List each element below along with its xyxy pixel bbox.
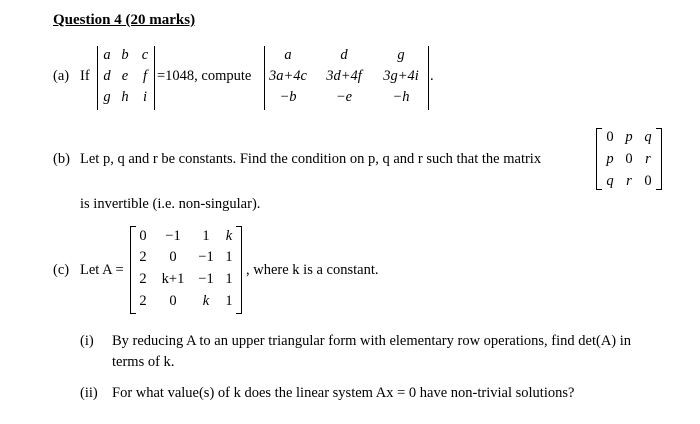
matrix-b-cell: p xyxy=(625,129,633,145)
question-title: Question 4 (20 marks) xyxy=(53,12,196,28)
det1-cell: g xyxy=(103,89,111,105)
matrix-b-cell: r xyxy=(626,173,632,189)
matrix-b-cell: 0 xyxy=(625,151,633,167)
matrix-a-cell: −1 xyxy=(198,249,214,265)
part-a-equals-text: =1048, compute xyxy=(157,68,252,84)
part-a-if: If xyxy=(80,68,90,84)
part-c-label: (c) xyxy=(53,262,70,278)
matrix-b-cell: q xyxy=(644,129,652,145)
det2-cell: d xyxy=(340,47,348,63)
det1-cell: i xyxy=(142,89,148,105)
matrix-a-cell: 2 xyxy=(139,271,147,287)
det2-cell: −b xyxy=(279,89,297,105)
det1-cell: e xyxy=(121,68,129,84)
matrix-a-cell: 1 xyxy=(202,228,210,244)
det1-left-bar xyxy=(97,46,98,110)
matrix-a-cell: k xyxy=(225,228,233,244)
matrix-a-cell: k xyxy=(202,293,210,309)
matrix-b-cell: 0 xyxy=(606,129,614,145)
det2-cell: 3g+4i xyxy=(383,68,419,84)
matrix-a-cell: 0 xyxy=(139,228,147,244)
matrix-a-cell: 1 xyxy=(225,271,233,287)
part-c-ii-label: (ii) xyxy=(80,385,98,401)
matrix-b-cell: p xyxy=(606,151,614,167)
det1-cell: c xyxy=(141,47,149,63)
part-c-i-label: (i) xyxy=(80,333,94,349)
matrix-a-cell: 2 xyxy=(139,293,147,309)
matrix-b-cell: 0 xyxy=(644,173,652,189)
det2-right-bar xyxy=(428,46,429,110)
det1-right-bar xyxy=(154,46,155,110)
det1-cell: d xyxy=(103,68,111,84)
matrix-a-cell: 2 xyxy=(139,249,147,265)
matrix-a-cell: 1 xyxy=(225,293,233,309)
part-b-text-line2: is invertible (i.e. non-singular). xyxy=(80,196,261,212)
part-c-after-text: , where k is a constant. xyxy=(246,262,379,278)
part-c-i-line2: terms of k. xyxy=(112,354,175,370)
part-b-label: (b) xyxy=(53,151,70,167)
part-a-label: (a) xyxy=(53,68,70,84)
matrix-a-right-bracket xyxy=(236,226,242,314)
matrix-a-cell: 1 xyxy=(225,249,233,265)
det2-cell: −e xyxy=(335,89,353,105)
det2-cell: 3a+4c xyxy=(269,68,307,84)
det2-cell: 3d+4f xyxy=(326,68,362,84)
det1-cell: f xyxy=(142,68,148,84)
matrix-b-cell: r xyxy=(645,151,651,167)
part-c-ii-text: For what value(s) of k does the linear system Ax = 0 have non-trivial solutions? xyxy=(112,385,575,401)
matrix-a-cell: 0 xyxy=(169,249,177,265)
part-c-let-a: Let A = xyxy=(80,262,124,278)
det1-cell: h xyxy=(121,89,129,105)
matrix-b-cell: q xyxy=(606,173,614,189)
matrix-a-cell: 0 xyxy=(169,293,177,309)
det2-cell: a xyxy=(284,47,292,63)
det2-cell: −h xyxy=(392,89,410,105)
part-a-period: . xyxy=(430,68,434,84)
matrix-b-right-bracket xyxy=(656,128,662,190)
det2-left-bar xyxy=(264,46,265,110)
det1-cell: a xyxy=(103,47,111,63)
matrix-a-cell: −1 xyxy=(198,271,214,287)
part-b-text-line1: Let p, q and r be constants. Find the condition on p, q and r such that the matrix xyxy=(80,151,542,167)
matrix-a-cell: −1 xyxy=(165,228,181,244)
matrix-a-cell: k+1 xyxy=(161,271,185,287)
matrix-b-left-bracket xyxy=(596,128,602,190)
det1-cell: b xyxy=(121,47,129,63)
det2-cell: g xyxy=(397,47,405,63)
part-c-i-line1: By reducing A to an upper triangular form with elementary row operations, find det(A) in xyxy=(112,333,632,349)
